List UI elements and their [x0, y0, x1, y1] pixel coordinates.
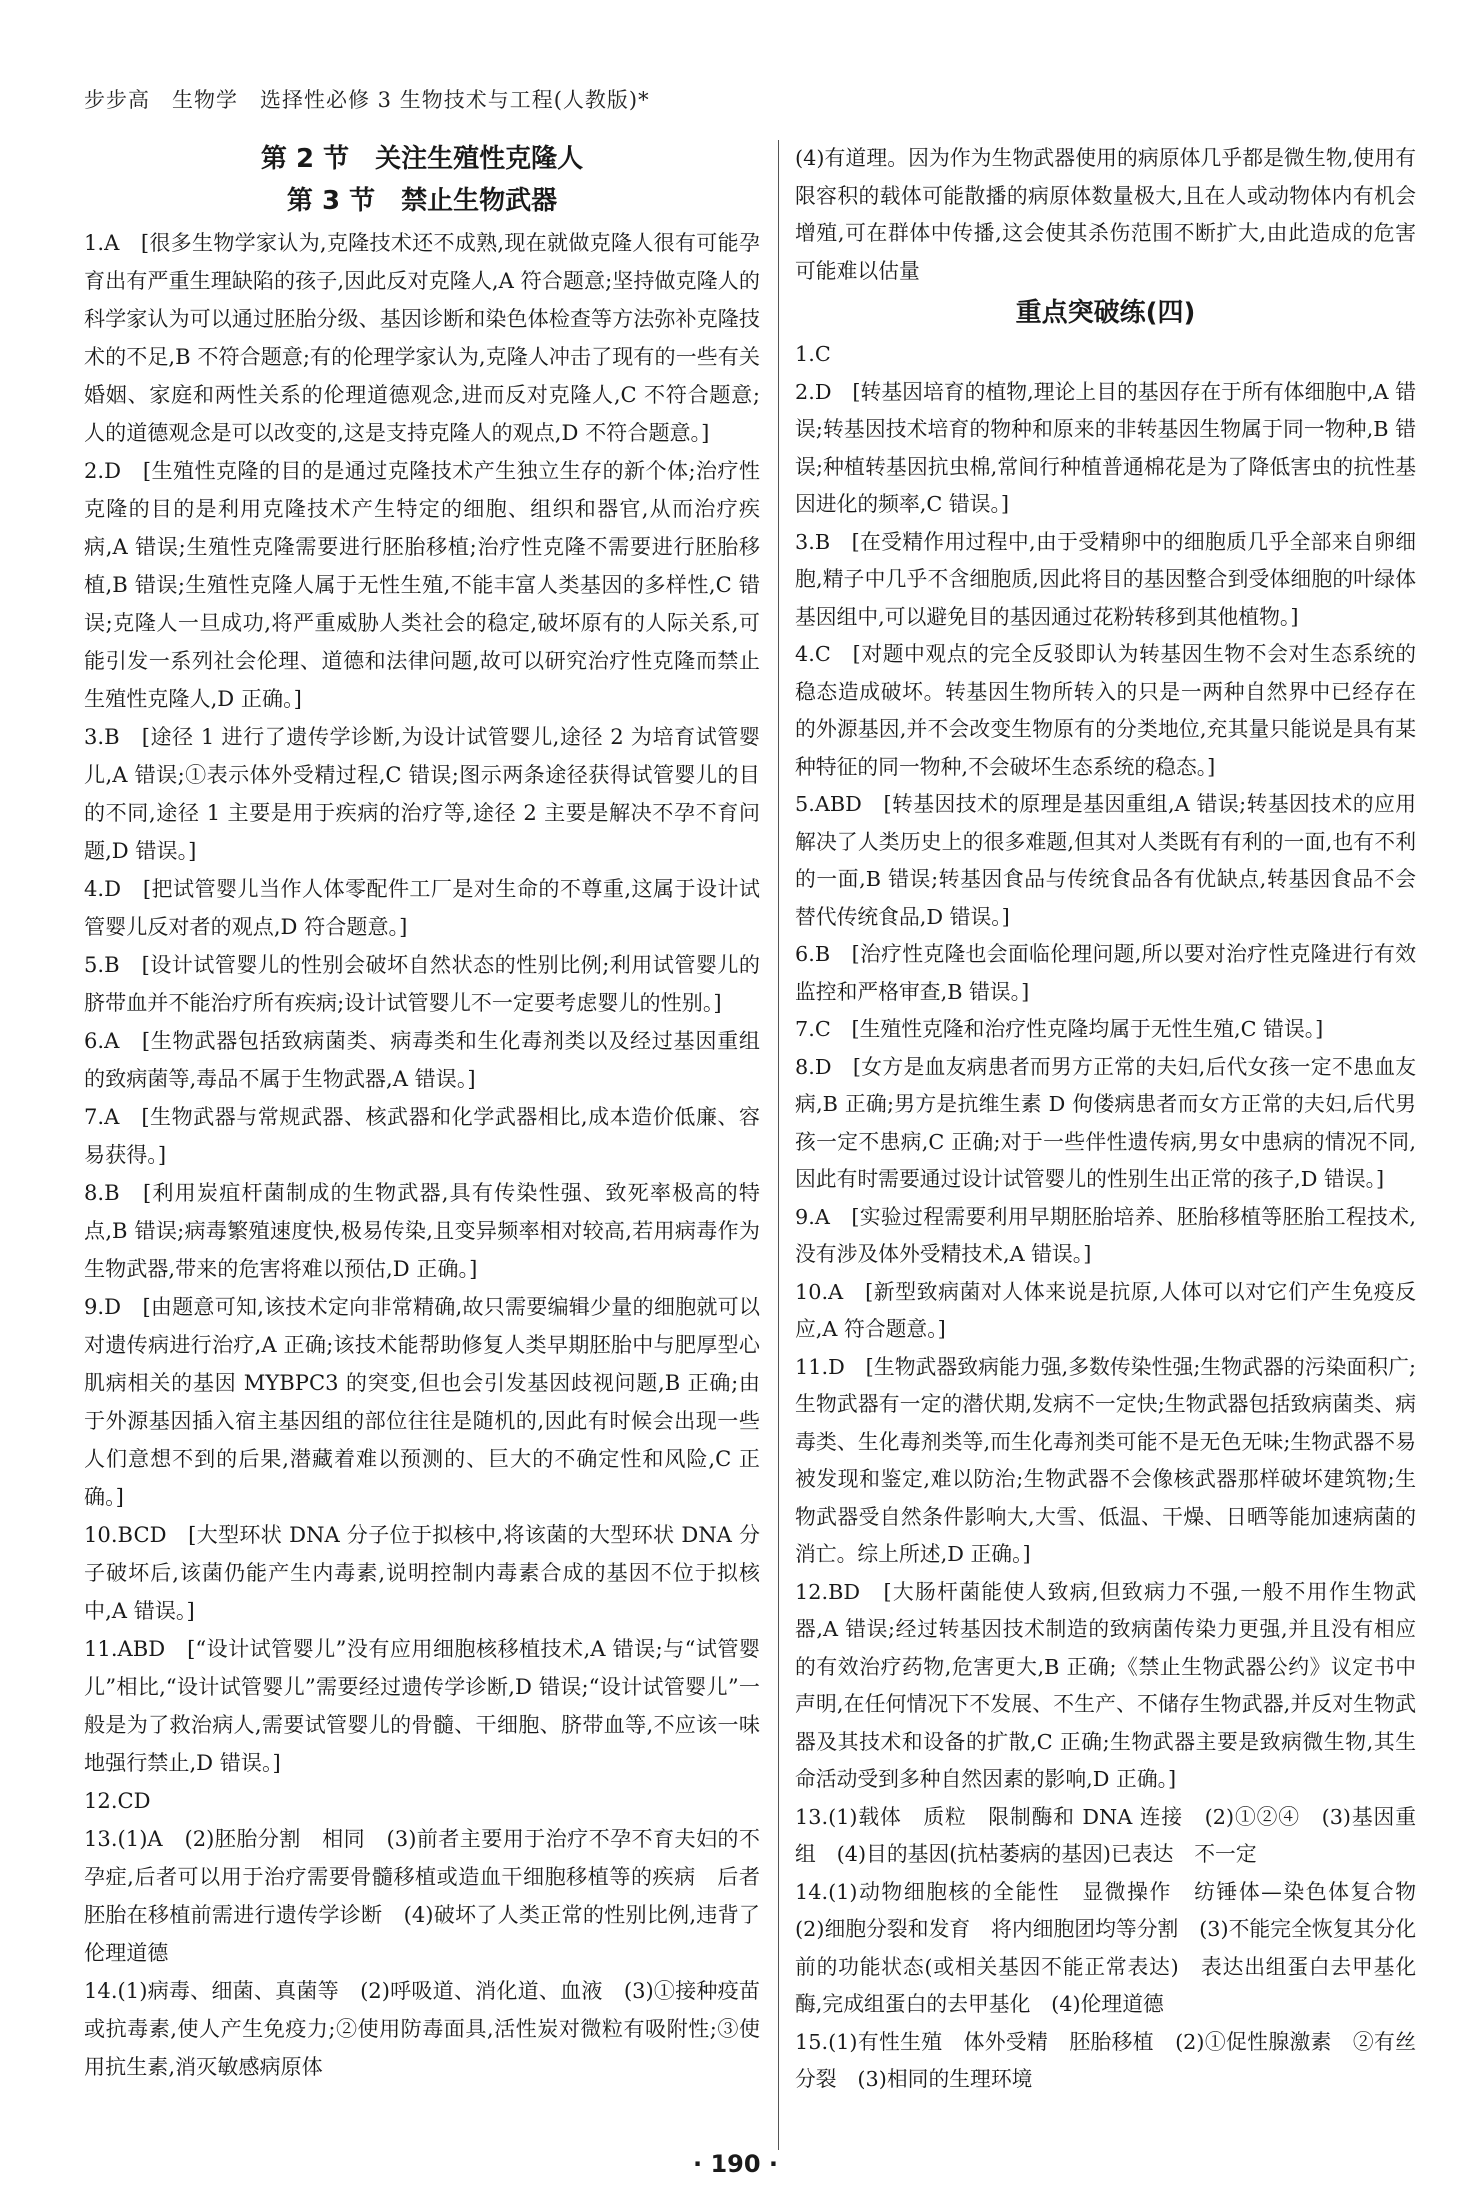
page-number: · 190 · [692, 2150, 779, 2178]
section-title: 重点突破练(四) [1015, 298, 1196, 328]
answer-item: 3.B [在受精作用过程中,由于受精卵中的细胞质几乎全部来自卵细胞,精子中几乎不含细胞质,因此将目的基因整合到受体细胞的叶绿体基因组中,可以避免目的基因通过花粉转移到其他植物。] [795, 529, 1416, 629]
answer-item: 13.(1)A (2)胚胎分割 相同 (3)前者主要用于治疗不孕不育夫妇的不孕症,后者可以用于治疗需要骨髓移植或造血干细胞移植等的疾病 后者胚胎在移植前需进行遗传学诊断 (4)破坏了人类正常的性别比例,违背了伦理道德 [84, 1826, 760, 1965]
answer-item: 4.C [对题中观点的完全反驳即认为转基因生物不会对生态系统的稳态造成破坏。转基因生物所转入的只是一两种自然界中已经存在的外源基因,并不会改变生物原有的分类地位,充其量只能说是具有某种特征的同一物种,不会破坏生态系统的稳态。] [795, 642, 1416, 779]
right-column [795, 140, 1437, 2099]
answer-item: 9.D [由题意可知,该技术定向非常精确,故只需要编辑少量的细胞就可以对遗传病进行治疗,A 正确;该技术能帮助修复人类早期胚胎中与肥厚型心肌病相关的基因 MYBPC3 的突变,但也会引发基因歧视问题,B 正确;由于外源基因插入宿主基因组的部位往往是随机的,因此有时候会出现一些人们意想不到的后果,潜藏着难以预测的、巨大的不确定性和风险,C 正确。] [84, 1294, 760, 1509]
answer-item: 1.A [很多生物学家认为,克隆技术还不成熟,现在就做克隆人很有可能孕育出有严重生理缺陷的孩子,因此反对克隆人,A 符合题意;坚持做克隆人的科学家认为可以通过胚胎分级、基因诊断和染色体检查等方法弥补克隆技术的不足,B 不符合题意;有的伦理学家认为,克隆人冲击了现有的一些有关婚姻、家庭和两性关系的伦理道德观念,进而反对克隆人,C 不符合题意;人的道德观念是可以改变的,这是支持克隆人的观点,D 不符合题意。] [84, 230, 760, 445]
left-column [84, 140, 760, 2086]
answer-item: 13.(1)载体 质粒 限制酶和 DNA 连接 (2)①②④ (3)基因重组 (4)目的基因(抗枯萎病的基因)已表达 不一定 [795, 1804, 1416, 1866]
answer-item: 15.(1)有性生殖 体外受精 胚胎移植 (2)①促性腺激素 ②有丝分裂 (3)相同的生理环境 [795, 2029, 1416, 2091]
answer-item: 6.A [生物武器包括致病菌类、病毒类和生化毒剂类以及经过基因重组的致病菌等,毒品不属于生物武器,A 错误。] [84, 1028, 760, 1091]
section-title: 第 3 节 禁止生物武器 [286, 186, 558, 216]
answer-item: 12.BD [大肠杆菌能使人致病,但致病力不强,一般不用作生物武器,A 错误;经过转基因技术制造的致病菌传染力更强,并且没有相应的有效治疗药物,危害更大,B 正确;《禁止生物武器公约》议定书中声明,在任何情况下不发展、不生产、不储存生物武器,并反对生物武器及其技术和设备的扩散,C 正确;生物武器主要是致病微生物,其生命活动受到多种自然因素的影响,D 正确。] [795, 1579, 1416, 1791]
answer-item: 7.C [生殖性克隆和治疗性克隆均属于无性生殖,C 错误。] [795, 1017, 1324, 1041]
answer-item: 7.A [生物武器与常规武器、核武器和化学武器相比,成本造价低廉、容易获得。] [84, 1104, 760, 1167]
answer-item: 2.D [生殖性克隆的目的是通过克隆技术产生独立生存的新个体;治疗性克隆的目的是利用克隆技术产生特定的细胞、组织和器官,从而治疗疾病,A 错误;生殖性克隆需要进行胚胎移植;治疗性克隆不需要进行胚胎移植,B 错误;生殖性克隆人属于无性生殖,不能丰富人类基因的多样性,C 错误;克隆人一旦成功,将严重威胁人类社会的稳定,破坏原有的人际关系,可能引发一系列社会伦理、道德和法律问题,故可以研究治疗性克隆而禁止生殖性克隆人,D 正确。] [84, 458, 760, 711]
answer-item: 8.B [利用炭疽杆菌制成的生物武器,具有传染性强、致死率极高的特点,B 错误;病毒繁殖速度快,极易传染,且变异频率相对较高,若用病毒作为生物武器,带来的危害将难以预估,D 正确。] [84, 1180, 760, 1281]
running-header: 步步高 生物学 选择性必修 3 生物技术与工程(人教版)* [84, 88, 650, 112]
answer-item: 2.D [转基因培育的植物,理论上目的基因存在于所有体细胞中,A 错误;转基因技术培育的物种和原来的非转基因生物属于同一物种,B 错误;种植转基因抗虫棉,常间行种植普通棉花是为了降低害虫的抗性基因进化的频率,C 错误。] [795, 379, 1416, 516]
answer-item: 10.BCD [大型环状 DNA 分子位于拟核中,将该菌的大型环状 DNA 分子破坏后,该菌仍能产生内毒素,说明控制内毒素合成的基因不位于拟核中,A 错误。] [84, 1522, 760, 1623]
answer-item: 8.D [女方是血友病患者而男方正常的夫妇,后代女孩一定不患血友病,B 正确;男方是抗维生素 D 佝偻病患者而女方正常的夫妇,后代男孩一定不患病,C 正确;对于一些伴性遗传病,男女中患病的情况不同,因此有时需要通过设计试管婴儿的性别生出正常的孩子,D 错误。] [795, 1054, 1416, 1191]
answer-item: 5.B [设计试管婴儿的性别会破坏自然状态的性别比例;利用试管婴儿的脐带血并不能治疗所有疾病;设计试管婴儿不一定要考虑婴儿的性别。] [84, 952, 760, 1015]
answer-continuation: (4)有道理。因为作为生物武器使用的病原体几乎都是微生物,使用有限容积的载体可能散播的病原体数量极大,且在人或动物体内有机会增殖,可在群体中传播,这会使其杀伤范围不断扩大,由此造成的危害可能难以估量 [795, 146, 1416, 283]
column-divider [778, 140, 779, 2150]
answer-item: 6.B [治疗性克隆也会面临伦理问题,所以要对治疗性克隆进行有效监控和严格审查,B 错误。] [795, 942, 1416, 1004]
answer-item: 9.A [实验过程需要利用早期胚胎培养、胚胎移植等胚胎工程技术,没有涉及体外受精技术,A 错误。] [795, 1204, 1416, 1266]
answer-item: 5.ABD [转基因技术的原理是基因重组,A 错误;转基因技术的应用解决了人类历史上的很多难题,但其对人类既有有利的一面,也有不利的一面,B 错误;转基因食品与传统食品各有优缺点,转基因食品不会替代传统食品,D 错误。] [795, 792, 1416, 929]
answer-item: 10.A [新型致病菌对人体来说是抗原,人体可以对它们产生免疫反应,A 符合题意。] [795, 1279, 1416, 1341]
answer-item: 4.D [把试管婴儿当作人体零配件工厂是对生命的不尊重,这属于设计试管婴儿反对者的观点,D 符合题意。] [84, 876, 760, 939]
answer-item: 14.(1)动物细胞核的全能性 显微操作 纺锤体—染色体复合物 (2)细胞分裂和发育 将内细胞团均等分割 (3)不能完全恢复其分化前的功能状态(或相关基因不能正常表达) 表达出组蛋白去甲基化酶,完成组蛋白的去甲基化 (4)伦理道德 [795, 1879, 1437, 2016]
answer-item: 3.B [途径 1 进行了遗传学诊断,为设计试管婴儿,途径 2 为培育试管婴儿,A 错误;①表示体外受精过程,C 错误;图示两条途径获得试管婴儿的目的不同,途径 1 主要是用于疾病的治疗等,途径 2 主要是解决不孕不育问题,D 错误。] [84, 724, 760, 863]
answer-item: 14.(1)病毒、细菌、真菌等 (2)呼吸道、消化道、血液 (3)①接种疫苗或抗毒素,使人产生免疫力;②使用防毒面具,活性炭对微粒有吸附性;③使用抗生素,消灭敏感病原体 [84, 1978, 760, 2079]
answer-item: 11.ABD [“设计试管婴儿”没有应用细胞核移植技术,A 错误;与“试管婴儿”相比,“设计试管婴儿”需要经过遗传学诊断,D 错误;“设计试管婴儿”一般是为了救治病人,需要试管婴儿的骨髓、干细胞、脐带血等,不应该一味地强行禁止,D 错误。] [84, 1636, 760, 1775]
answer-item: 11.D [生物武器致病能力强,多数传染性强;生物武器的污染面积广;生物武器有一定的潜伏期,发病不一定快;生物武器包括致病菌类、病毒类、生化毒剂类等,而生化毒剂类可能不是无色无味;生物武器不易被发现和鉴定,难以防治;生物武器不会像核武器那样破坏建筑物;生物武器受自然条件影响大,大雪、低温、干燥、日晒等能加速病菌的消亡。综上所述,D 正确。] [795, 1354, 1416, 1566]
section-title: 第 2 节 关注生殖性克隆人 [260, 144, 584, 174]
answer-item: 12.CD [84, 1788, 151, 1813]
answer-item: 1.C [795, 342, 831, 366]
